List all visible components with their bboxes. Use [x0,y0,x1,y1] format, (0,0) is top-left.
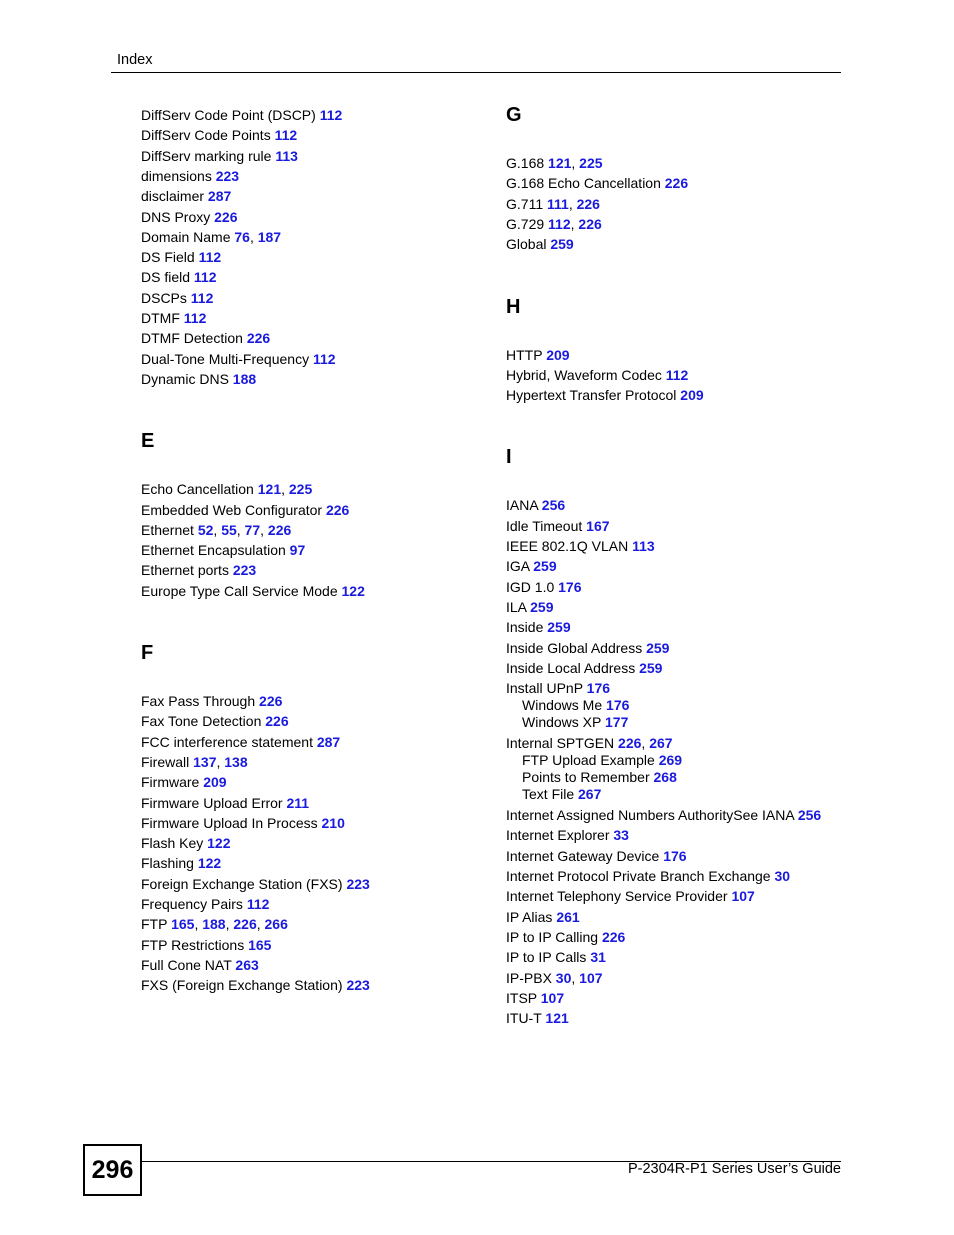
index-letter-heading: G [506,104,522,126]
index-term: DS Field [141,249,195,266]
page-link[interactable]: 112 [274,127,298,144]
index-entry [506,347,570,364]
page-link[interactable]: 112 [548,215,571,232]
index-entry [506,680,610,697]
page-number: 296 [83,1144,142,1196]
index-term: DSCPs [141,289,187,306]
page-link[interactable]: 266 [264,916,288,933]
page-link[interactable]: 259 [646,639,670,656]
index-term: Dual-Tone Multi-Frequency [141,350,310,367]
page-link[interactable]: 112 [319,107,343,123]
page-link[interactable]: 121 [257,481,282,498]
page-link[interactable]: 112 [193,269,217,286]
header-rule [111,72,841,73]
index-entry [141,876,370,893]
index-term: Ethernet ports [141,562,229,579]
index-term: G.729 [506,215,545,232]
page-link[interactable]: 113 [275,147,298,164]
index-term: dimensions [141,167,212,184]
page-link[interactable]: 122 [197,855,222,872]
index-entry [506,827,629,844]
index-entry: Ethernet 52, 55, 77, 226 [141,521,292,538]
index-term: Internet Protocol Private Branch Exchange [506,868,771,884]
index-subentry [506,697,629,714]
page-link[interactable]: 226 [576,195,600,212]
index-term: ILA [506,598,527,615]
index-entry [506,518,610,535]
index-entry [141,562,256,579]
index-term: IANA [506,497,538,514]
index-term: Internet Explorer [506,827,610,844]
index-entry [506,1010,569,1027]
index-entry: Echo Cancellation 121, 225 [141,481,313,498]
index-entry [506,497,565,514]
index-term: Windows XP [522,714,602,731]
index-term: IP to IP Calling [506,928,599,945]
index-term: IGD 1.0 [506,578,555,595]
index-term: Echo Cancellation [141,481,254,498]
page-link[interactable]: 113 [632,538,655,554]
index-term: Fax Pass Through [141,693,256,709]
index-term: Hypertext Transfer Protocol [506,387,677,404]
index-term: Internet Assigned Numbers AuthoritySee IANA [506,807,794,824]
page-link[interactable]: 226 [214,208,238,225]
index-entry [506,868,790,885]
page-link[interactable]: 226 [259,693,283,709]
index-term: Internet Gateway Device [506,847,660,864]
index-term: IP to IP Calls [506,949,587,966]
index-term: Hybrid, Waveform Codec [506,366,662,383]
index-entry [141,351,336,368]
index-entry [506,640,669,657]
index-entry [141,977,370,994]
page-link[interactable]: 226 [664,175,689,192]
index-entry: G.168 121, 225 [506,155,603,171]
index-entry [141,107,342,124]
page-link[interactable]: 111 [547,195,569,212]
index-entry [506,599,554,616]
page-link[interactable]: 122 [207,835,231,852]
page-link[interactable]: 112 [312,350,336,367]
index-term: Inside Local Address [506,659,636,676]
index-term: G.168 [506,155,545,171]
index-term: G.711 [506,195,544,212]
page-link[interactable]: 188 [232,370,257,387]
index-term: Frequency Pairs [141,896,243,912]
page-link[interactable]: 121 [548,155,572,171]
index-entry [506,807,821,824]
index-entry [506,175,688,192]
index-term: DS field [141,269,191,286]
index-entry [506,367,688,384]
index-entry [141,583,365,600]
index-term: Internal SPTGEN [506,735,615,752]
page-link[interactable]: 211 [286,794,310,811]
index-term: IGA [506,558,530,575]
index-term: disclaimer [141,188,205,205]
page-link[interactable]: 137 [193,753,217,770]
index-term: DNS Proxy [141,208,211,225]
index-entry [506,990,564,1007]
index-subentry [506,786,601,803]
running-header: Index [117,52,153,68]
page-link[interactable]: 112 [246,896,270,912]
page-link[interactable]: 55 [221,521,237,538]
index-entry: G.729 112, 226 [506,215,602,232]
page-link[interactable]: 107 [579,969,603,986]
page-link[interactable]: 167 [586,517,610,534]
index-letter-heading: H [506,295,521,318]
index-entry [141,127,297,144]
page-link[interactable]: 226 [246,330,271,347]
index-term: Windows Me [522,697,603,714]
page-link[interactable]: 165 [248,936,272,953]
index-term: Global [506,236,547,253]
index-term: Inside [506,619,544,636]
page-link[interactable]: 210 [321,814,345,831]
index-entry [141,693,282,710]
index-entry [506,558,557,575]
index-entry: Domain Name 76, 187 [141,228,282,245]
page-link[interactable]: 259 [550,236,574,253]
index-entry [141,957,259,974]
index-entry [506,949,606,966]
index-entry [506,579,582,596]
index-letter-heading: E [141,430,155,453]
index-entry [141,290,213,307]
page-link[interactable]: 259 [639,659,663,676]
page-link[interactable]: 209 [680,387,704,404]
page-link[interactable]: 177 [605,714,629,731]
index-entry: G.711 111, 226 [506,195,600,212]
page-link[interactable]: 226 [618,735,642,752]
page-link[interactable]: 112 [665,366,689,383]
index-term: Firmware Upload In Process [141,814,318,831]
index-term: Flashing [141,855,194,872]
page-link[interactable]: 226 [233,916,257,933]
index-term: FCC interference statement [141,733,313,750]
page-link[interactable]: 107 [731,888,755,905]
index-entry: Firewall 137, 138 [141,753,248,770]
index-entry [141,774,227,791]
index-term: Text File [522,786,575,803]
index-entry [141,835,231,852]
index-entry [506,848,687,865]
page-link[interactable]: 267 [649,735,673,752]
page-link[interactable]: 209 [546,346,570,363]
page-link[interactable]: 33 [613,827,629,844]
page-link[interactable]: 269 [658,752,683,769]
page-link[interactable]: 176 [606,697,630,714]
page-link[interactable]: 225 [288,481,313,498]
index-entry [141,815,345,832]
page-link[interactable]: 225 [579,155,603,171]
index-entry [141,502,349,519]
index-term: Dynamic DNS [141,370,229,387]
index-entry [141,542,305,559]
index-term: Foreign Exchange Station (FXS) [141,875,343,892]
index-term: Ethernet Encapsulation [141,542,286,559]
page-link[interactable]: 52 [197,521,214,538]
index-term: ITSP [506,989,537,1006]
index-subentry [506,752,682,769]
page-link[interactable]: 138 [224,753,248,770]
index-term: FTP Upload Example [522,752,655,769]
page-link[interactable]: 30 [555,969,572,986]
index-term: Embedded Web Configurator [141,501,323,518]
index-entry: IP-PBX 30, 107 [506,969,603,986]
page-link[interactable]: 256 [541,497,566,514]
index-entry [141,148,298,165]
index-term: HTTP [506,346,543,363]
index-entry [506,236,574,253]
index-entry [141,310,206,327]
page-link[interactable]: 226 [265,713,289,730]
page-link[interactable]: 176 [586,680,611,697]
page-link[interactable]: 76 [234,228,250,245]
page-link[interactable]: 112 [190,289,214,306]
page-link[interactable]: 30 [774,868,791,884]
page-link[interactable]: 188 [202,916,226,933]
index-entry [141,734,340,751]
guide-title: P-2304R-P1 Series User’s Guide [627,1161,841,1177]
index-term: IEEE 802.1Q VLAN [506,538,629,554]
index-entry [141,168,239,185]
page-link[interactable]: 223 [232,562,257,579]
page-link[interactable]: 261 [556,908,580,925]
page-link[interactable]: 263 [235,956,259,973]
index-term: FTP [141,916,168,933]
page-link[interactable]: 223 [215,167,240,184]
index-term: Points to Remember [522,769,650,786]
page-link[interactable]: 176 [663,847,687,864]
index-term: Inside Global Address [506,639,643,656]
index-entry [141,330,270,347]
page-link[interactable]: 176 [558,578,582,595]
index-term: IP-PBX [506,969,552,986]
index-entry [141,937,271,954]
index-entry [506,387,704,404]
page-link[interactable]: 31 [590,949,606,966]
index-term: DiffServ Code Points [141,127,271,144]
index-entry [141,896,269,913]
index-entry [506,909,580,926]
index-term: FXS (Foreign Exchange Station) [141,977,343,994]
index-term: Internet Telephony Service Provider [506,888,728,905]
index-term: Ethernet [141,521,194,538]
page-link[interactable]: 268 [653,769,677,786]
index-entry [506,538,655,555]
page-link[interactable]: 223 [346,977,370,994]
index-entry: FTP 165, 188, 226, 266 [141,916,288,933]
index-term: DTMF [141,310,180,326]
index-term: FTP Restrictions [141,936,245,953]
page-link[interactable]: 223 [346,875,370,892]
page-link[interactable]: 287 [316,733,341,750]
index-letter-heading: I [506,446,512,469]
index-term: IP Alias [506,908,553,925]
index-term: Europe Type Call Service Mode [141,582,338,599]
index-term: Firmware Upload Error [141,794,283,811]
page-link[interactable]: 122 [341,582,365,599]
index-term: ITU-T [506,1010,542,1027]
index-entry [141,371,256,388]
index-term: DiffServ marking rule [141,147,272,164]
page-link[interactable]: 259 [533,558,557,575]
index-term: Domain Name [141,228,231,245]
page-link[interactable]: 267 [578,786,602,803]
page-link[interactable]: 187 [257,228,282,245]
index-entry [141,269,217,286]
index-entry [506,929,625,946]
index-term: DTMF Detection [141,330,243,347]
index-entry [141,855,221,872]
page-link[interactable]: 226 [578,215,602,232]
page-link[interactable]: 226 [601,928,626,945]
index-term: Firewall [141,753,190,770]
page-link[interactable]: 226 [325,501,350,518]
index-entry: Internal SPTGEN 226, 267 [506,735,673,752]
index-subentry [506,769,677,786]
index-entry [506,888,755,905]
index-entry [141,795,309,812]
page-link[interactable]: 259 [530,598,554,615]
page-link[interactable]: 112 [198,249,222,266]
index-term: Fax Tone Detection [141,713,262,730]
page-link[interactable]: 259 [547,619,571,636]
index-term: Firmware [141,774,200,791]
index-letter-heading: F [141,642,154,664]
page-link[interactable]: 112 [183,310,207,326]
index-term: Idle Timeout [506,517,583,534]
index-term: Flash Key [141,835,204,852]
page-link[interactable]: 256 [797,807,822,824]
page-link[interactable]: 107 [540,989,565,1006]
index-entry [141,188,231,205]
page-link[interactable]: 287 [207,188,232,205]
page-link[interactable]: 209 [203,774,227,791]
index-entry [506,660,662,677]
index-subentry [506,714,628,731]
index-entry [141,713,289,730]
index-entry [506,619,571,636]
page-link[interactable]: 226 [267,521,292,538]
index-term: Full Cone NAT [141,956,232,973]
index-term: G.168 Echo Cancellation [506,175,661,192]
index-term: Install UPnP [506,680,583,697]
page-link[interactable]: 97 [289,542,306,559]
page-link[interactable]: 77 [244,521,261,538]
index-entry [141,249,221,266]
page-link[interactable]: 165 [171,916,195,933]
page-link[interactable]: 121 [545,1010,569,1027]
index-term: DiffServ Code Point (DSCP) [141,107,316,123]
index-entry [141,209,237,226]
